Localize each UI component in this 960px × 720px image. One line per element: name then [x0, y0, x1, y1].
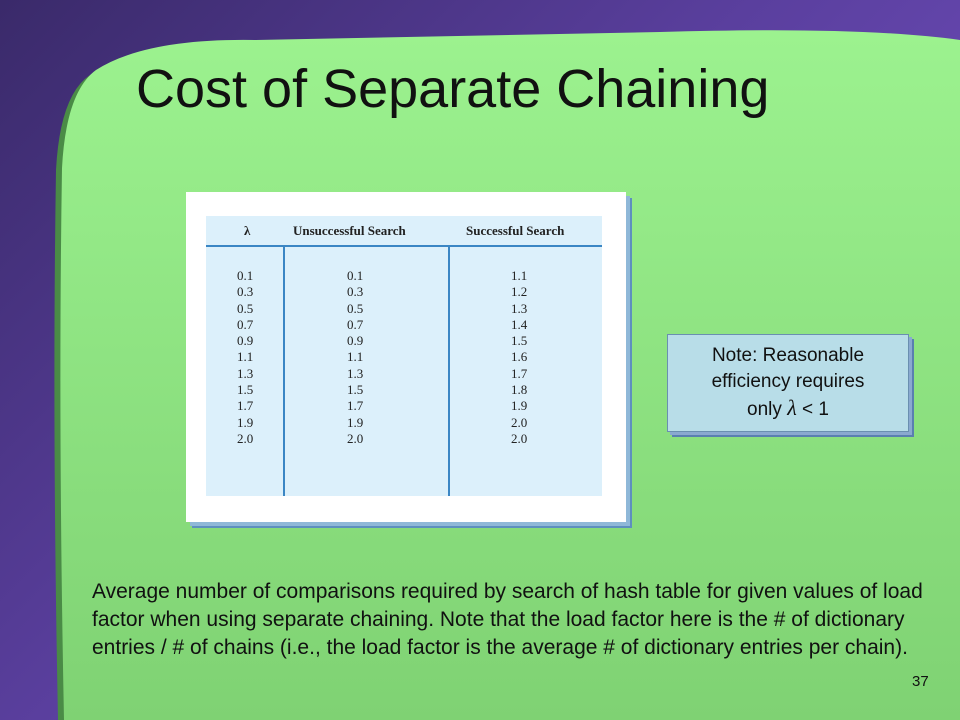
unsuccessful-cell: 1.9 [347, 414, 364, 430]
header-rule [206, 245, 602, 247]
successful-cell: 1.9 [511, 398, 528, 414]
column-lambda [237, 268, 253, 447]
successful-cell: 1.2 [511, 284, 528, 300]
note-box [667, 334, 909, 432]
note-line-1: Note: Reasonable [711, 345, 865, 366]
note-line-2: efficiency requires [711, 371, 865, 392]
lambda-cell: 2.0 [237, 430, 254, 446]
successful-cell: 1.3 [511, 300, 528, 316]
unsuccessful-cell: 1.3 [347, 365, 364, 381]
successful-cell: 2.0 [511, 430, 528, 446]
lambda-cell: 1.5 [237, 382, 254, 398]
unsuccessful-cell: 0.7 [347, 316, 364, 332]
lambda-cell: 0.5 [237, 300, 254, 316]
successful-cell: 1.1 [511, 268, 528, 283]
unsuccessful-cell: 0.9 [347, 333, 364, 349]
unsuccessful-cell: 0.5 [347, 300, 364, 316]
lambda-cell: 0.1 [237, 268, 254, 283]
header-lambda: λ [244, 223, 251, 238]
lambda-cell: 1.7 [237, 398, 254, 414]
unsuccessful-cell: 1.5 [347, 382, 364, 398]
page-number: 37 [912, 673, 929, 690]
lambda-cell: 0.9 [237, 333, 254, 349]
lambda-cell: 1.9 [237, 414, 254, 430]
slide-title: Cost of Separate Chaining [136, 59, 770, 119]
successful-cell: 1.5 [511, 333, 528, 349]
successful-cell: 1.8 [511, 382, 528, 398]
lambda-cell: 1.1 [237, 349, 254, 365]
column-divider-2 [448, 247, 450, 496]
header-unsuccessful-search: Unsuccessful Search [293, 223, 406, 238]
unsuccessful-cell: 0.3 [347, 284, 364, 300]
lambda-cell: 0.3 [237, 284, 254, 300]
lambda-symbol: λ [787, 395, 797, 420]
load-factor-table [206, 216, 602, 496]
slide-body-text: Average number of comparisons required by search of hash table for given values of load factor when using separate chaining. Note that the load factor here is the # of dictionary entries / # of chains (i.e., the load factor is the average # of dictionary entries per chain). [92, 580, 923, 659]
column-divider-1 [283, 247, 285, 496]
successful-cell: 1.4 [511, 316, 528, 332]
unsuccessful-cell: 1.1 [347, 349, 364, 365]
column-successful [511, 268, 527, 447]
unsuccessful-cell: 0.1 [347, 268, 364, 283]
note-less-than-one: < 1 [802, 399, 829, 420]
note-only-text: only [747, 399, 782, 420]
header-successful-search: Successful Search [466, 223, 565, 238]
successful-cell: 1.7 [511, 365, 528, 381]
lambda-cell: 1.3 [237, 365, 254, 381]
column-unsuccessful [347, 268, 363, 447]
successful-cell: 2.0 [511, 414, 528, 430]
note-line-3 [712, 395, 865, 423]
unsuccessful-cell: 2.0 [347, 430, 364, 446]
table-image-card [186, 192, 626, 522]
successful-cell: 1.6 [511, 349, 528, 365]
unsuccessful-cell: 1.7 [347, 398, 364, 414]
lambda-cell: 0.7 [237, 316, 254, 332]
